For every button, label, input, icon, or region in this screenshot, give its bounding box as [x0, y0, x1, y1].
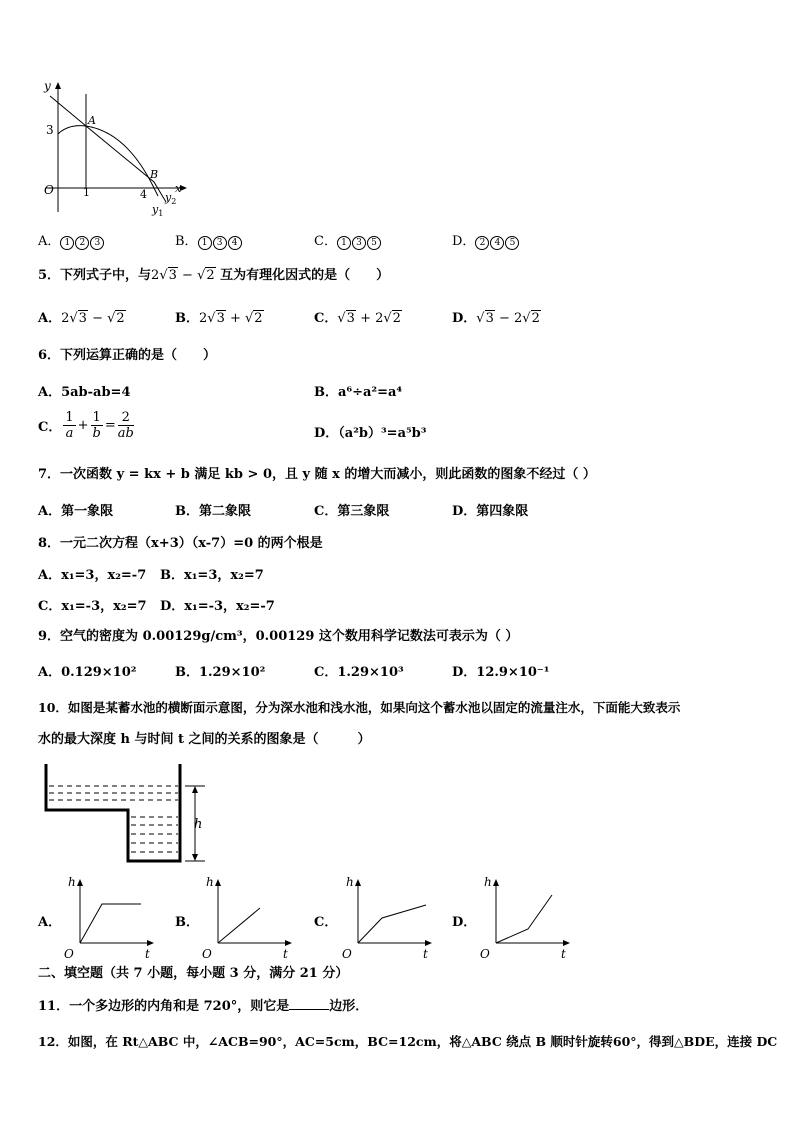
graph-d-h: h — [484, 875, 492, 889]
circled-number: 5 — [367, 236, 381, 250]
graph-a-o: O — [64, 947, 74, 961]
q4-option-d[interactable] — [452, 230, 520, 250]
circled-number: 2 — [475, 236, 489, 250]
graph-c-o: O — [342, 947, 352, 961]
q10-graph-b — [198, 873, 298, 963]
q4-option-b-label: B． — [175, 234, 198, 249]
q4-option-d-label: D． — [452, 234, 476, 249]
q10-option-d[interactable]: D． — [452, 915, 477, 930]
fig4-A-label: A — [88, 114, 96, 127]
circled-number: 2 — [75, 236, 89, 250]
graph-c-h: h — [346, 875, 354, 889]
q10-stem-line2: 水的最大深度 h 与时间 t 之间的关系的图象是（ ） — [38, 732, 371, 747]
q4-option-c[interactable] — [314, 230, 382, 250]
q9-option-c[interactable]: C．1.29×10³ — [314, 665, 404, 680]
q9-stem: 9．空气的密度为 0.00129g/cm³，0.00129 这个数用科学记数法可表示为（ ） — [38, 629, 519, 644]
q11-answer-blank[interactable] — [289, 1009, 329, 1010]
circled-number: 1 — [198, 236, 212, 250]
graph-a-t: t — [145, 947, 150, 961]
q9-option-a[interactable]: A．0.129×10² — [38, 665, 137, 680]
reservoir-cross-section — [40, 760, 220, 868]
circled-number: 1 — [60, 236, 74, 250]
graph-b-h: h — [206, 875, 214, 889]
q10-option-b[interactable]: B． — [175, 915, 199, 930]
fig4-y-label: y — [44, 79, 51, 93]
q5-stem: 5．下列式子中，与2√3 − √2 互为有理化因式的是（ ） — [38, 268, 390, 283]
fig4-four-label: 4 — [140, 188, 147, 201]
circled-number: 5 — [505, 236, 519, 250]
q8-option-b[interactable]: B．x₁=3，x₂=7 — [160, 568, 264, 583]
q10-graph-a — [60, 873, 160, 963]
circled-number: 4 — [228, 236, 242, 250]
q10-option-a[interactable]: A． — [38, 915, 62, 930]
q5-option-c[interactable]: C．√3 + 2√2 — [314, 311, 401, 326]
q10-stem-line1: 10．如图是某蓄水池的横断面示意图，分为深水池和浅水池，如果向这个蓄水池以固定的流量注水，下面能大致表示 — [38, 700, 681, 715]
graph-d-o: O — [480, 947, 490, 961]
q8-option-d[interactable]: D．x₁=-3，x₂=-7 — [160, 599, 275, 614]
fig4-x-label: x — [175, 182, 182, 195]
q10-graph-d — [476, 873, 576, 963]
q4-option-c-label: C． — [314, 234, 337, 249]
circled-number: 3 — [90, 236, 104, 250]
fig4-y2-label: $y_2$ — [165, 191, 177, 206]
circled-number: 3 — [352, 236, 366, 250]
q7-option-a[interactable]: A．第一象限 — [38, 504, 114, 519]
q6-option-a[interactable]: A．5ab-ab=4 — [38, 385, 131, 400]
q9-option-b[interactable]: B．1.29×10² — [175, 665, 266, 680]
q6-stem: 6．下列运算正确的是（ ） — [38, 348, 217, 363]
q6-option-b[interactable]: B．a⁶÷a²=a⁴ — [314, 385, 403, 400]
q4-option-a[interactable] — [38, 230, 105, 250]
fig4-three-label: 3 — [46, 123, 54, 137]
reservoir-h-label: h — [194, 817, 203, 832]
q6-option-c[interactable]: C． $\frac{1}{a}$ + $\frac{1}{b}$ = $\frac{2}{ab}$ — [38, 410, 134, 441]
graph-b-o: O — [202, 947, 212, 961]
q12-stem: 12．如图，在 Rt△ABC 中，∠ACB=90°，AC=5cm，BC=12cm，将△ABC 绕点 B 顺时针旋转60°，得到△BDE，连接 DC — [38, 1034, 778, 1049]
circled-number: 4 — [490, 236, 504, 250]
q7-stem: 7．一次函数 y = kx + b 满足 kb > 0，且 y 随 x 的增大而减小，则此函数的图象不经过（ ） — [38, 467, 596, 482]
q5-option-b[interactable]: B．2√3 + √2 — [175, 311, 263, 326]
q4-function-graph — [38, 74, 198, 219]
q4-option-b[interactable] — [175, 230, 243, 250]
q8-option-a[interactable]: A．x₁=3，x₂=-7 — [38, 568, 147, 583]
q7-option-b[interactable]: B．第二象限 — [175, 504, 251, 519]
fig4-B-label: B — [150, 168, 159, 181]
q10-option-c[interactable]: C． — [314, 915, 338, 930]
q5-option-a[interactable]: A．2√3 − √2 — [38, 311, 125, 326]
q7-option-d[interactable]: D．第四象限 — [452, 504, 529, 519]
circled-number: 3 — [213, 236, 227, 250]
q5-option-d[interactable]: D．√3 − 2√2 — [452, 311, 540, 326]
graph-c-t: t — [423, 947, 428, 961]
q4-option-a-label: A． — [38, 234, 61, 249]
fig4-one-label: 1 — [83, 186, 90, 199]
q8-stem: 8．一元二次方程（x+3）（x-7）=0 的两个根是 — [38, 536, 323, 551]
graph-d-t: t — [561, 947, 566, 961]
section-two-heading: 二、填空题（共 7 小题，每小题 3 分，满分 21 分） — [38, 966, 349, 981]
q10-graph-c — [338, 873, 438, 963]
q9-option-d[interactable]: D．12.9×10⁻¹ — [452, 665, 550, 680]
q6-option-d[interactable]: D．（a²b）³=a⁵b³ — [314, 426, 427, 441]
fig4-y1-label: $y_1$ — [152, 203, 164, 218]
graph-b-t: t — [283, 947, 288, 961]
q7-option-c[interactable]: C．第三象限 — [314, 504, 390, 519]
q11-stem: 11．一个多边形的内角和是 720°，则它是 边形． — [38, 999, 369, 1014]
q8-option-c[interactable]: C．x₁=-3，x₂=7 — [38, 599, 147, 614]
graph-a-h: h — [68, 875, 76, 889]
fig4-O-label: O — [44, 183, 54, 197]
circled-number: 1 — [337, 236, 351, 250]
